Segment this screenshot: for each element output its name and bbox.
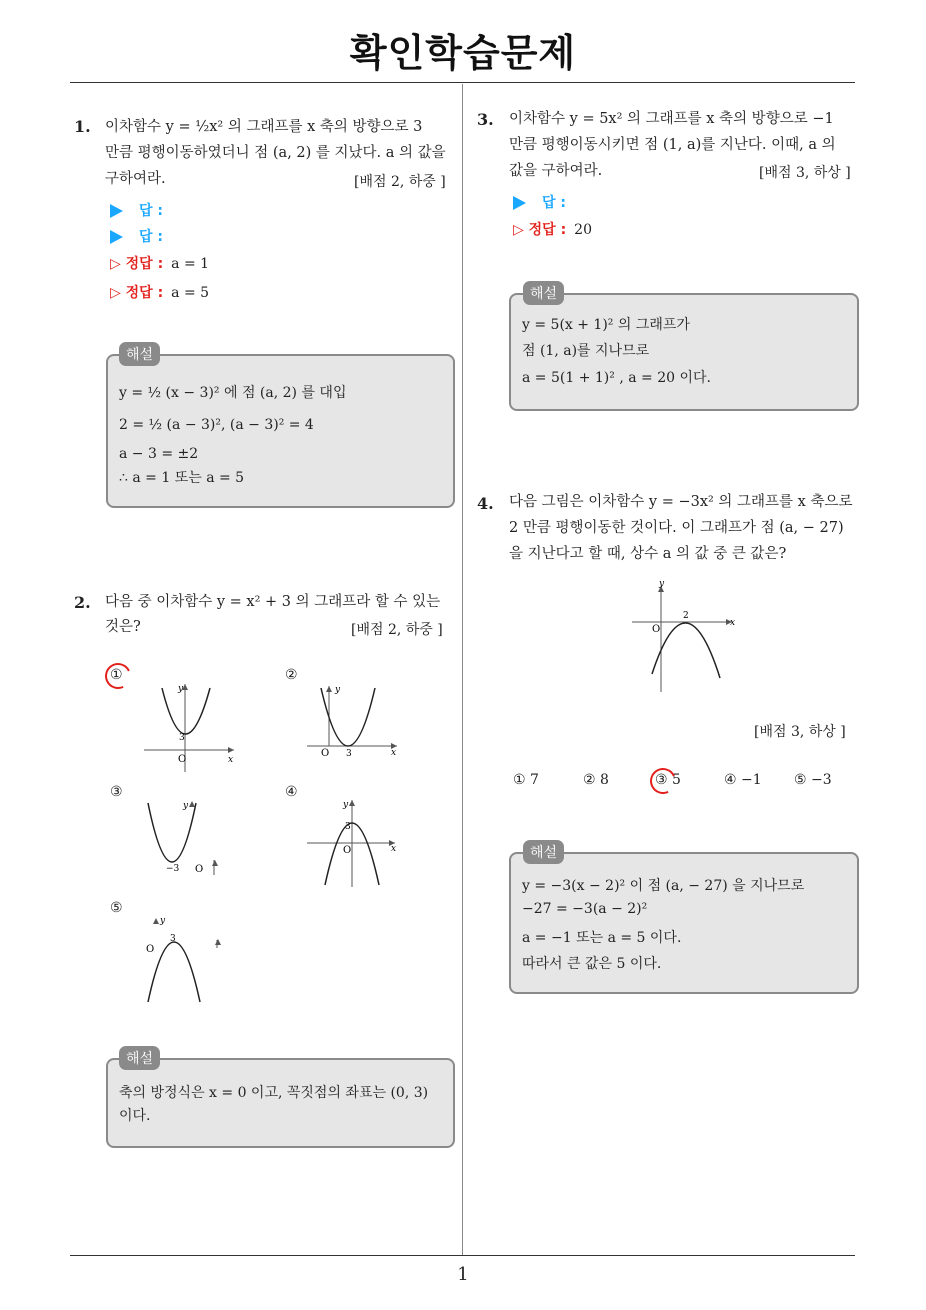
option-4-graph [305, 797, 400, 889]
svg-text:y: y [659, 579, 665, 589]
question-number: 3. [477, 110, 494, 129]
option-2[interactable]: ② [285, 667, 298, 683]
option-5[interactable]: ⑤ [110, 900, 123, 916]
question-text-line: 것은? [105, 619, 141, 635]
solution-line: y = −3(x − 2)² 이 점 (a, − 27) 을 지나므로 [522, 878, 805, 894]
svg-text:x: x [391, 844, 397, 854]
top-rule [70, 82, 855, 83]
option-3-graph [140, 795, 230, 880]
choice-2[interactable]: ② 8 [583, 772, 609, 788]
choice-5[interactable]: ⑤ −3 [794, 772, 832, 788]
choice-1[interactable]: ① 7 [513, 772, 539, 788]
svg-text:x: x [730, 618, 736, 628]
score-meta: [배점 3, 하상 ] [759, 165, 851, 181]
option-1-graph [140, 680, 240, 775]
answer-row: 답 : [110, 226, 163, 246]
question-number: 2. [74, 593, 91, 612]
svg-text:O: O [178, 754, 187, 765]
question-text-line: 만큼 평행이동하였더니 점 (a, 2) 를 지났다. a 의 값을 [105, 145, 446, 161]
svg-text:y: y [178, 684, 184, 694]
option-4[interactable]: ④ [285, 784, 298, 800]
play-icon [110, 204, 123, 218]
question-number: 1. [74, 117, 91, 136]
correct-answer: ▷ 정답 : 20 [513, 222, 592, 238]
choice-3[interactable]: ③ 5 [655, 772, 681, 788]
question-text-line: 구하여라. [105, 171, 166, 187]
solution-line: 축의 방정식은 x = 0 이고, 꼭짓점의 좌표는 (0, 3) [119, 1085, 429, 1101]
option-5-graph [140, 912, 230, 1004]
solution-label: 해설 [119, 1046, 160, 1070]
svg-text:2: 2 [683, 611, 689, 621]
solution-label: 해설 [523, 840, 564, 864]
option-1[interactable]: ① [110, 667, 123, 683]
correct-answer: ▷ 정답 : a = 5 [110, 285, 210, 301]
solution-line: 따라서 큰 값은 5 이다. [522, 956, 662, 972]
question-text-line: 다음 그림은 이차함수 y = −3x² 의 그래프를 x 축으로 [509, 494, 853, 510]
solution-line: 2 = ½ (a − 3)², (a − 3)² = 4 [119, 417, 314, 433]
svg-text:3: 3 [170, 934, 176, 944]
question-4-graph [630, 578, 740, 698]
solution-line: 이다. [119, 1108, 151, 1124]
svg-text:3: 3 [346, 749, 352, 759]
question-text-line: 2 만큼 평행이동한 것이다. 이 그래프가 점 (a, − 27) [509, 520, 844, 536]
svg-text:y: y [335, 685, 341, 695]
svg-text:3: 3 [179, 733, 185, 743]
question-number: 4. [477, 494, 494, 513]
bottom-rule [70, 1255, 855, 1256]
svg-text:O: O [321, 748, 330, 759]
svg-text:O: O [195, 864, 204, 875]
svg-text:x: x [228, 755, 234, 765]
question-text-line: 값을 구하여라. [509, 163, 603, 179]
option-3[interactable]: ③ [110, 784, 123, 800]
choice-4[interactable]: ④ −1 [724, 772, 762, 788]
svg-text:x: x [391, 748, 397, 758]
question-text-line: 이차함수 y = ½x² 의 그래프를 x 축의 방향으로 3 [105, 119, 423, 135]
solution-line: −27 = −3(a − 2)² [522, 901, 648, 917]
svg-text:O: O [146, 944, 155, 955]
page-title: 확인학습문제 [349, 31, 577, 75]
play-icon [110, 230, 123, 244]
selected-mark [646, 764, 679, 797]
question-text-line: 만큼 평행이동시키면 점 (1, a)를 지난다. 이때, a 의 [509, 137, 836, 153]
svg-text:y: y [183, 801, 189, 811]
score-meta: [배점 3, 하상 ] [754, 724, 846, 740]
solution-line: 점 (1, a)를 지나므로 [522, 343, 650, 359]
svg-text:3: 3 [345, 822, 351, 832]
option-2-graph [305, 680, 400, 760]
page-number: 1 [457, 1264, 469, 1285]
answer-row: 답 : [513, 192, 566, 212]
svg-text:−3: −3 [166, 864, 180, 874]
solution-line: a = −1 또는 a = 5 이다. [522, 930, 682, 946]
question-text-line: 이차함수 y = 5x² 의 그래프를 x 축의 방향으로 −1 [509, 111, 834, 127]
solution-line: a = 5(1 + 1)² , a = 20 이다. [522, 370, 711, 386]
score-meta: [배점 2, 하중 ] [354, 174, 446, 190]
svg-text:O: O [652, 624, 661, 635]
selected-mark [101, 659, 134, 692]
solution-label: 해설 [119, 342, 160, 366]
svg-text:O: O [343, 845, 352, 856]
svg-text:y: y [343, 800, 349, 810]
solution-line: y = 5(x + 1)² 의 그래프가 [522, 317, 690, 333]
question-text-line: 다음 중 이차함수 y = x² + 3 의 그래프라 할 수 있는 [105, 594, 441, 610]
answer-row: 답 : [110, 200, 163, 220]
score-meta: [배점 2, 하중 ] [351, 622, 443, 638]
column-divider [462, 84, 463, 1256]
solution-box [106, 1058, 455, 1148]
solution-line: y = ½ (x − 3)² 에 점 (a, 2) 를 대입 [119, 385, 347, 401]
question-text-line: 을 지난다고 할 때, 상수 a 의 값 중 큰 값은? [509, 546, 787, 562]
solution-line: a − 3 = ±2 [119, 446, 199, 462]
correct-answer: ▷ 정답 : a = 1 [110, 256, 210, 272]
solution-label: 해설 [523, 281, 564, 305]
play-icon [513, 196, 526, 210]
solution-line: ∴ a = 1 또는 a = 5 [119, 470, 245, 486]
svg-text:y: y [160, 916, 166, 926]
